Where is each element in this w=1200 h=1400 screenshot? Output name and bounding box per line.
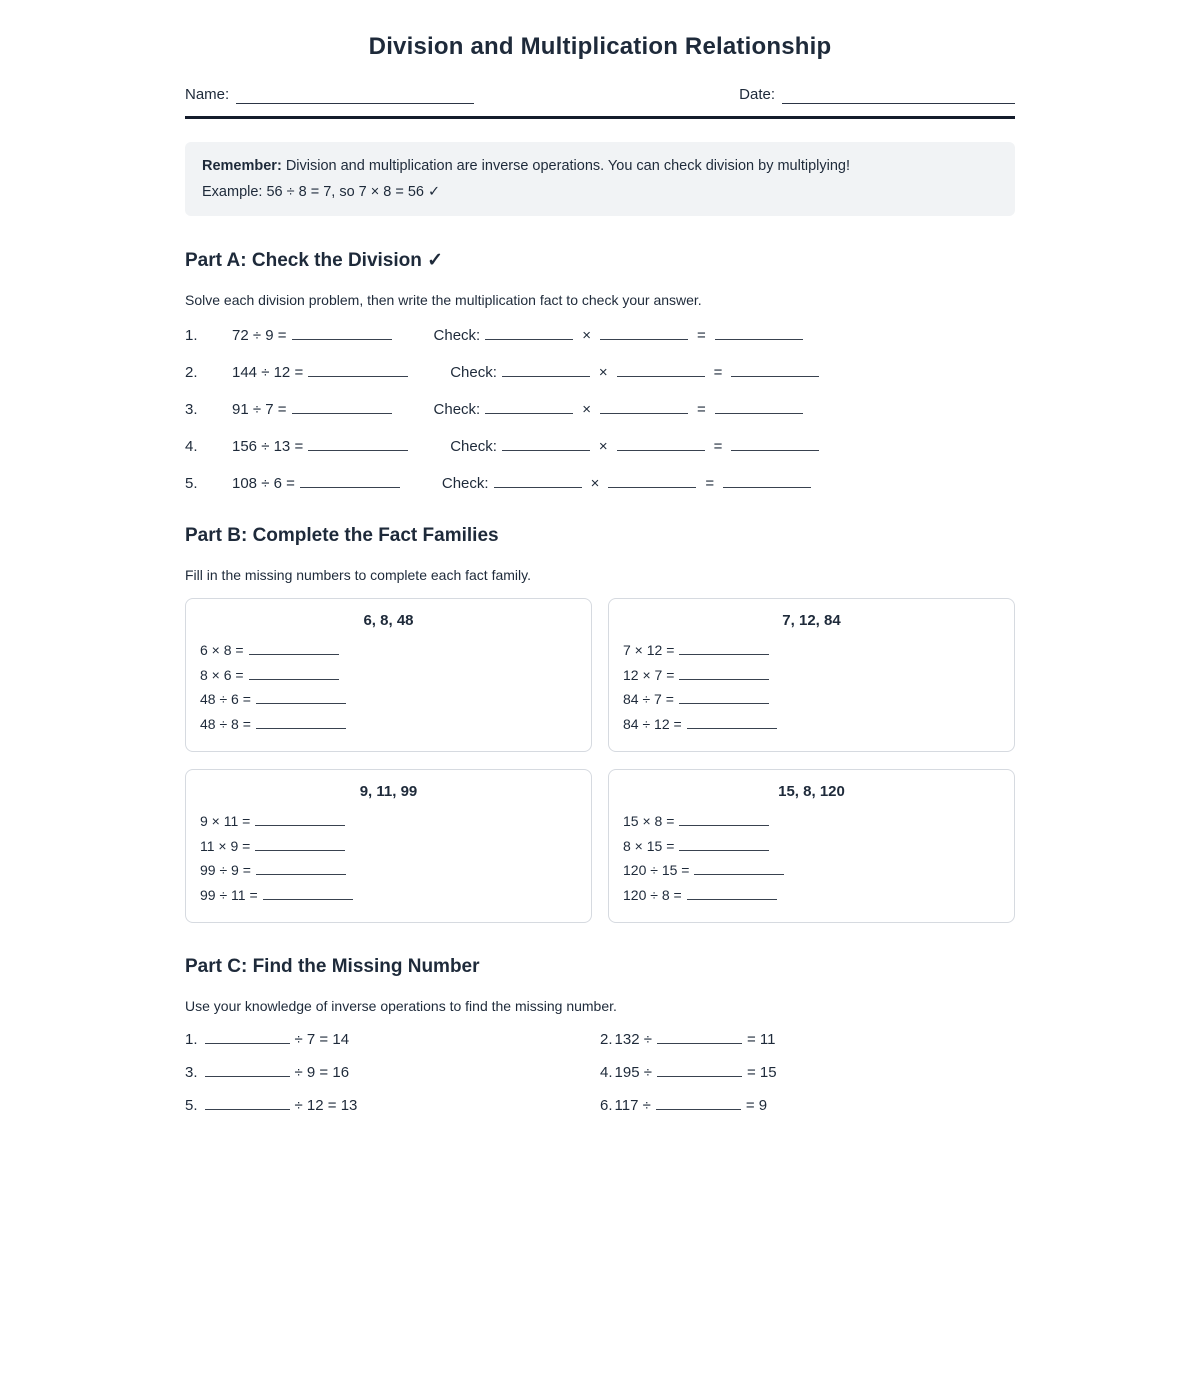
name-field xyxy=(185,86,474,104)
fact-family-title: 7, 12, 84 xyxy=(782,612,841,629)
check-blank xyxy=(617,438,705,451)
times-sign: × xyxy=(590,475,600,492)
problem-suffix: ÷ 12 = 13 xyxy=(294,1097,358,1114)
part-b-heading: Part B: Complete the Fact Families xyxy=(185,525,499,546)
fact-family-title: 6, 8, 48 xyxy=(363,612,414,629)
remember-label: Remember: xyxy=(202,158,282,174)
fact-expression: 7 × 12 = xyxy=(623,642,675,658)
problem-number: 1. xyxy=(185,1031,198,1048)
problem-prefix: 195 ÷ xyxy=(614,1064,652,1081)
fact-blank xyxy=(255,813,345,826)
part-c-problem-2 xyxy=(600,1031,1015,1048)
fact-blank xyxy=(249,667,339,680)
check-blank xyxy=(723,475,811,488)
fact-line xyxy=(200,858,577,883)
check-blank xyxy=(600,401,688,414)
missing-number-blank xyxy=(657,1031,742,1044)
check-blank xyxy=(502,364,590,377)
check-blank xyxy=(731,364,819,377)
fact-expression: 8 × 15 = xyxy=(623,837,675,854)
fact-expression: 84 ÷ 12 = xyxy=(623,715,682,732)
check-group xyxy=(442,475,816,492)
missing-number-blank xyxy=(205,1097,290,1110)
equals-sign: = xyxy=(705,475,715,492)
date-blank-line xyxy=(782,89,1015,104)
check-blank xyxy=(485,401,573,414)
part-c-problem-6 xyxy=(600,1097,1015,1114)
equals-sign: = xyxy=(713,438,723,455)
check-group xyxy=(434,401,808,418)
missing-number-blank xyxy=(205,1064,290,1077)
problem-expression: 108 ÷ 6 = xyxy=(232,475,295,492)
fact-family-box-4 xyxy=(608,769,1015,923)
check-blank xyxy=(494,475,582,488)
check-blank xyxy=(502,438,590,451)
remember-line xyxy=(202,153,998,179)
equals-sign: = xyxy=(696,401,706,418)
part-a-problem-3 xyxy=(185,401,1015,418)
part-c-problem-grid xyxy=(185,1031,1015,1114)
problem-suffix: = 15 xyxy=(746,1064,777,1081)
missing-number-blank xyxy=(205,1031,290,1044)
fact-line xyxy=(200,712,577,737)
problem-suffix: = 9 xyxy=(745,1097,768,1114)
problem-number: 2. xyxy=(600,1031,613,1048)
check-blank xyxy=(731,438,819,451)
fact-blank xyxy=(679,813,769,826)
fact-blank xyxy=(263,887,353,900)
fact-expression: 8 × 6 = xyxy=(200,666,244,683)
check-label: Check: xyxy=(433,327,481,344)
equals-sign: = xyxy=(713,364,723,381)
part-a-problem-4 xyxy=(185,438,1015,455)
missing-number-blank xyxy=(657,1064,742,1077)
fact-family-lines xyxy=(623,809,1000,907)
fact-expression: 9 × 11 = xyxy=(200,813,251,829)
fact-blank xyxy=(256,691,346,704)
date-label: Date: xyxy=(739,86,775,103)
check-group xyxy=(450,438,824,455)
problem-number: 3. xyxy=(185,401,198,418)
fact-blank xyxy=(679,667,769,680)
fact-line xyxy=(200,663,577,688)
problem-suffix: ÷ 9 = 16 xyxy=(294,1064,350,1081)
part-a-problem-1 xyxy=(185,327,1015,344)
problem-expression: 156 ÷ 13 = xyxy=(232,438,304,455)
fact-expression: 6 × 8 = xyxy=(200,642,244,658)
fact-blank xyxy=(687,716,777,729)
fact-blank xyxy=(249,642,339,655)
fact-blank xyxy=(679,838,769,851)
times-sign: × xyxy=(582,327,591,344)
fact-expression: 48 ÷ 8 = xyxy=(200,715,251,732)
times-sign: × xyxy=(598,364,608,381)
fact-family-lines xyxy=(623,638,1000,736)
fact-family-box-3 xyxy=(185,769,592,923)
part-c-heading: Part C: Find the Missing Number xyxy=(185,956,480,977)
fact-expression: 99 ÷ 9 = xyxy=(200,862,251,878)
part-a-problem-5 xyxy=(185,475,1015,492)
fact-blank xyxy=(255,838,345,851)
header-divider xyxy=(185,116,1015,119)
fact-blank xyxy=(687,887,777,900)
fact-family-lines xyxy=(200,809,577,907)
fact-line xyxy=(200,638,577,663)
problem-number: 3. xyxy=(185,1064,198,1081)
check-blank xyxy=(600,327,688,340)
fact-expression: 11 × 9 = xyxy=(200,837,251,854)
fact-blank xyxy=(694,862,784,875)
problem-number: 1. xyxy=(185,327,198,344)
fact-line xyxy=(200,687,577,712)
problem-number: 5. xyxy=(185,1097,198,1114)
problem-number: 2. xyxy=(185,364,198,381)
name-blank-line xyxy=(236,89,474,104)
problem-prefix: 132 ÷ xyxy=(614,1031,652,1048)
page-title: Division and Multiplication Relationship xyxy=(368,33,832,60)
fact-family-box-2 xyxy=(608,598,1015,752)
fact-line xyxy=(623,809,1000,834)
problem-prefix: 117 ÷ xyxy=(614,1097,651,1114)
fact-line xyxy=(623,858,1000,883)
remember-example: Example: 56 ÷ 8 = 7, so 7 × 8 = 56 ✓ xyxy=(202,184,441,200)
problem-number: 4. xyxy=(600,1064,613,1081)
worksheet xyxy=(185,0,1015,1114)
times-sign: × xyxy=(582,401,591,418)
fact-line xyxy=(623,883,1000,908)
answer-blank xyxy=(308,438,408,451)
part-c-problem-4 xyxy=(600,1064,1015,1081)
part-b-instruction: Fill in the missing numbers to complete each fact family. xyxy=(185,567,531,583)
date-field xyxy=(739,86,1015,104)
fact-family-title: 15, 8, 120 xyxy=(778,783,845,800)
fact-line xyxy=(623,687,1000,712)
times-sign: × xyxy=(598,438,608,455)
fact-expression: 99 ÷ 11 = xyxy=(200,886,258,903)
answer-blank xyxy=(308,364,408,377)
check-blank xyxy=(715,327,803,340)
problem-number: 4. xyxy=(185,438,198,455)
check-label: Check: xyxy=(441,475,489,492)
part-c-problem-5 xyxy=(185,1097,600,1114)
fact-blank xyxy=(679,691,769,704)
problem-number: 5. xyxy=(185,475,198,492)
fact-line xyxy=(623,834,1000,859)
missing-number-blank xyxy=(656,1097,741,1110)
check-group xyxy=(450,364,824,381)
equals-sign: = xyxy=(696,327,706,344)
check-label: Check: xyxy=(450,438,497,455)
part-c-problem-1 xyxy=(185,1031,600,1048)
name-label: Name: xyxy=(185,86,230,103)
problem-expression: 144 ÷ 12 = xyxy=(232,364,304,381)
fact-line xyxy=(623,638,1000,663)
fact-family-lines xyxy=(200,638,577,736)
problem-expression: 91 ÷ 7 = xyxy=(232,401,287,418)
problem-suffix: = 11 xyxy=(746,1031,776,1048)
check-group xyxy=(434,327,808,344)
check-blank xyxy=(617,364,705,377)
fact-family-box-1 xyxy=(185,598,592,752)
remember-text: Division and multiplication are inverse operations. You can check division by multiplying! xyxy=(285,158,851,174)
fact-line xyxy=(623,663,1000,688)
fact-expression: 48 ÷ 6 = xyxy=(200,691,251,707)
fact-expression: 12 × 7 = xyxy=(623,666,675,683)
fact-expression: 120 ÷ 8 = xyxy=(623,886,682,903)
fact-blank xyxy=(256,716,346,729)
name-date-row xyxy=(185,86,1015,104)
fact-family-grid xyxy=(185,598,1015,923)
answer-blank xyxy=(292,327,392,340)
fact-blank xyxy=(256,862,346,875)
part-a-problem-2 xyxy=(185,364,1015,381)
answer-blank xyxy=(300,475,400,488)
answer-blank xyxy=(292,401,392,414)
fact-family-title: 9, 11, 99 xyxy=(359,783,418,800)
check-label: Check: xyxy=(450,364,497,381)
fact-blank xyxy=(679,642,769,655)
fact-expression: 15 × 8 = xyxy=(623,813,675,829)
check-blank xyxy=(608,475,696,488)
problem-expression: 72 ÷ 9 = xyxy=(232,327,287,344)
part-c-problem-3 xyxy=(185,1064,600,1081)
check-blank xyxy=(715,401,803,414)
check-blank xyxy=(485,327,573,340)
problem-number: 6. xyxy=(600,1097,613,1114)
part-a-heading: Part A: Check the Division ✓ xyxy=(185,250,444,271)
part-a-instruction: Solve each division problem, then write the multiplication fact to check your answer. xyxy=(185,292,702,308)
fact-line xyxy=(200,883,577,908)
check-label: Check: xyxy=(433,401,481,418)
part-a-problem-list xyxy=(185,327,1015,492)
fact-line xyxy=(200,834,577,859)
remember-callout xyxy=(185,142,1015,216)
fact-expression: 84 ÷ 7 = xyxy=(623,691,674,707)
fact-line xyxy=(200,809,577,834)
fact-expression: 120 ÷ 15 = xyxy=(623,862,690,878)
problem-suffix: ÷ 7 = 14 xyxy=(294,1031,350,1048)
fact-line xyxy=(623,712,1000,737)
part-c-instruction: Use your knowledge of inverse operations to find the missing number. xyxy=(185,998,617,1014)
